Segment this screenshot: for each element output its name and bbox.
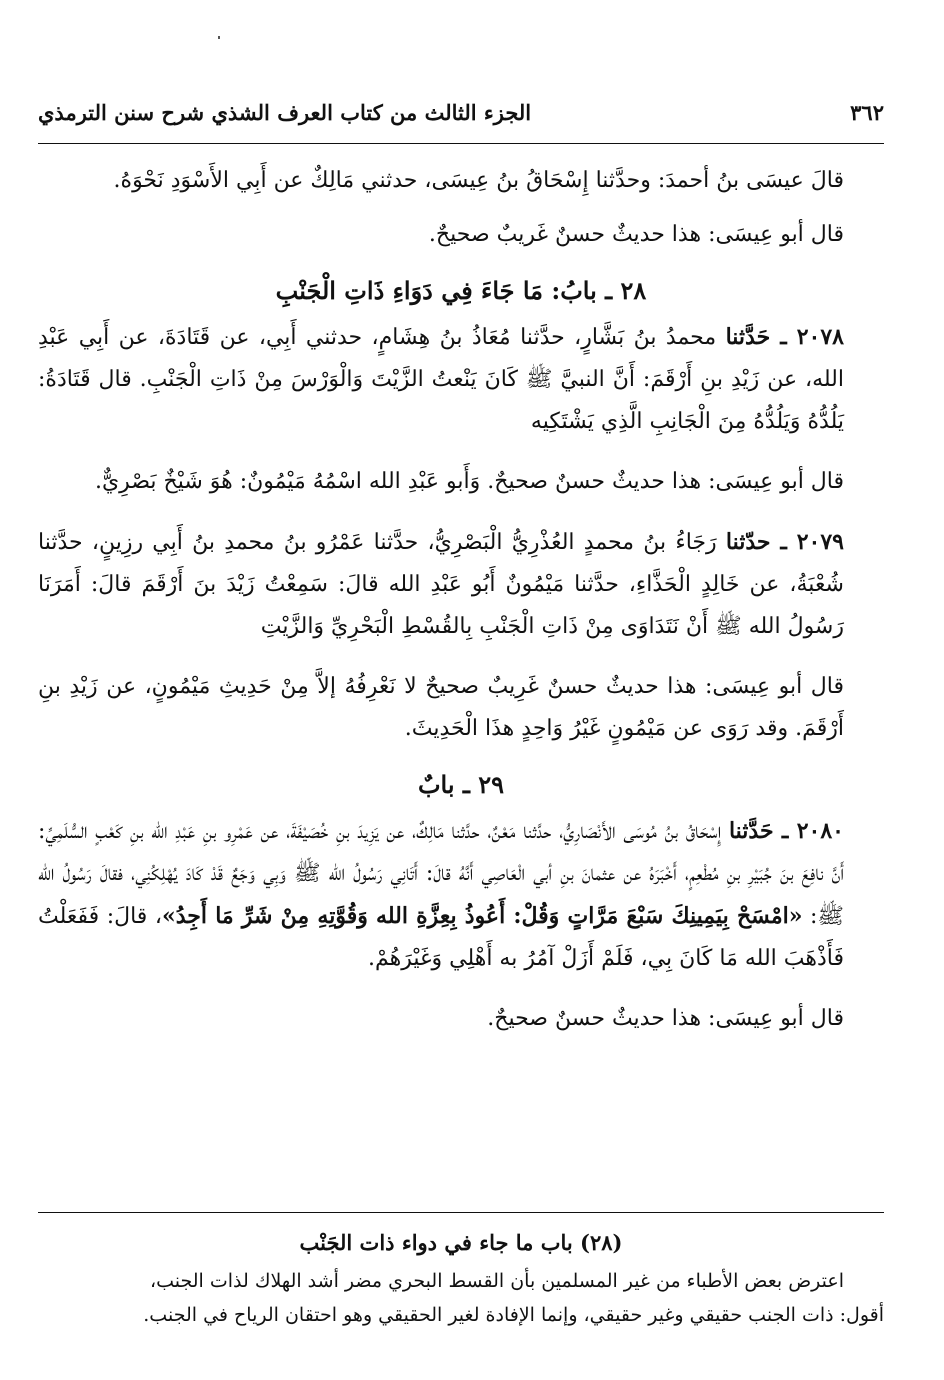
book-page	[38, 0, 884, 1380]
paragraph: قال أبو عِيسَى: هذا حديثٌ حسنٌ صحيحٌ. وَأَبو عَبْدِ الله اسْمُهُ مَيْمُونٌ: هُوَ شَيْخٌ بَصْرِيٌّ.	[94, 469, 844, 494]
hadith-text: إِسْحَاقُ بنُ مُوسَى الأَنْصَارِيُّ، حدَّثنا مَعْنٌ، حدَّثنا مَالِكٌ، عن يَزِيدَ بنِ خُصَيْفَةَ، عن عَمْرِو بنِ عَبْدِ الله بنِ كَعْبٍ السُّلَمِيِّ: أَنَّ نافِعَ بنَ جُبَيْرِ بنِ مُطْعِمٍ، أَخْبَرَهُ عن عثمانَ بنِ أبي الْعَاصِي أَنَّهُ قالَ: أَتَانِي رَسُولُ الله ﷺ وَبِي وَجَعٌ قَدْ كَادَ يُهْلِكُنِي، فقالَ رَسُولُ الله ﷺ:	[38, 819, 845, 929]
footnote-line: اعترض بعض الأطباء من غير المسلمين بأن القسط البحري مضر أشد الهلاك لذات الجنب،	[149, 1270, 844, 1292]
footnote-line: أقول: ذات الجنب حقيقي وغير حقيقي، وإنما الإفادة لغير الحقيقي وهو احتقان الرياح في الجنب.	[143, 1304, 884, 1326]
paragraph: قال أبو عِيسَى: هذا حديثٌ حسنٌ غَرِيبٌ صحيحٌ لا نَعْرِفُهُ إلاَّ مِنْ حَدِيثِ مَيْمُونٍ، عن زَيْدِ بنِ أَرْقَمَ. وقد رَوَى عن مَيْمُونٍ غَيْرُ وَاحِدٍ هذَا الْحَدِيثَ.	[38, 674, 844, 741]
paragraph: قالَ عيسَى بنُ أحمدَ: وحدَّثنا إِسْحَاقُ بنُ عِيسَى، حدثني مَالِكٌ عن أَبِي الأَسْوَدِ نَحْوَهُ.	[113, 168, 844, 193]
book-title: الجزء الثالث من كتاب العرف الشذي شرح سنن الترمذي	[38, 99, 532, 125]
paragraph: قال أبو عِيسَى: هذا حديثٌ حسنٌ غَريبٌ صحيحٌ.	[428, 222, 844, 247]
hadith-text: رَجَاءُ بنُ محمدٍ العُذْرِيُّ الْبَصْرِيُّ، حدَّثنا عَمْرُو بنُ محمدِ بنُ أَبِي رزِينٍ، حدَّثنا شُعْبَةُ، عن خَالِدٍ الْحَذَّاءِ، حدَّثنا مَيْمُونٌ أَبُو عَبْدِ الله قالَ: سَمِعْتُ زَيْدَ بنَ أَرْقَمَ قالَ: أَمَرَنَا رَسُولُ الله ﷺ أَنْ نَتَدَاوَى مِنْ ذَاتِ الْجَنْبِ بِالقُسْطِ الْبَحْرِيِّ وَالزَّيْتِ	[38, 530, 844, 639]
main-text	[38, 160, 884, 1040]
paragraph: قال أبو عِيسَى: هذا حديثٌ حسنٌ صحيحٌ.	[487, 1006, 844, 1031]
page-number: ٣٦٢	[850, 99, 884, 125]
hadith-text: ، قالَ: فَفَعَلْتُ فَأَذْهَبَ الله مَا كَانَ بِي، فَلَمْ أَزَلْ آمُرُ به أَهْلِي وَغَيْرَهُمْ.	[38, 904, 844, 971]
hadith-text: محمدُ بنُ بَشَّارٍ، حدَّثنا مُعَاذُ بنُ هِشَامٍ، حدثني أَبِي، عن قَتَادَةَ، عن أَبِي عَبْدِ الله، عن زَيْدِ بنِ أَرْقَمَ: أَنَّ النبيَّ ﷺ كَانَ يَنْعتُ الزَّيْتَ وَالْوَرْسَ مِنْ ذَاتِ الْجَنْبِ. قال قَتَادَةُ: يَلُدُّهُ وَيَلُدُّهُ مِنَ الْجَانِبِ الَّذِي يَشْتَكِيه	[38, 325, 844, 434]
hadith-2079	[38, 521, 884, 648]
header-rule	[38, 143, 884, 144]
chapter-heading-28: ٢٨ ـ بابُ: مَا جَاءَ فِي دَوَاءِ ذَاتِ الْجَنْبِ	[275, 276, 647, 305]
hadith-quote: «امْسَحْ بِيَمِينِكَ سَبْعَ مَرَّاتٍ وَقُلْ: أَعُوذُ بِعِزَّةِ الله وَقُوَّتِهِ مِنْ شَرِّ مَا أَجِدُ»	[161, 903, 803, 929]
hadith-2080	[38, 810, 884, 980]
hadith-number: ٢٠٧٨ ـ حَدَّثنا	[725, 324, 844, 350]
chapter-heading-29: ٢٩ ـ بابٌ	[417, 770, 505, 799]
footnote-title: (٢٨) باب ما جاء في دواء ذات الجَنْب	[299, 1230, 623, 1255]
footnote-rule	[38, 1212, 884, 1213]
hadith-number: ٢٠٨٠ ـ حَدَّثنا	[728, 818, 844, 844]
hadith-number: ٢٠٧٩ ـ حدّثنا	[725, 529, 844, 555]
footnote	[38, 1226, 884, 1332]
running-header	[38, 92, 884, 132]
hadith-2078	[38, 316, 884, 443]
